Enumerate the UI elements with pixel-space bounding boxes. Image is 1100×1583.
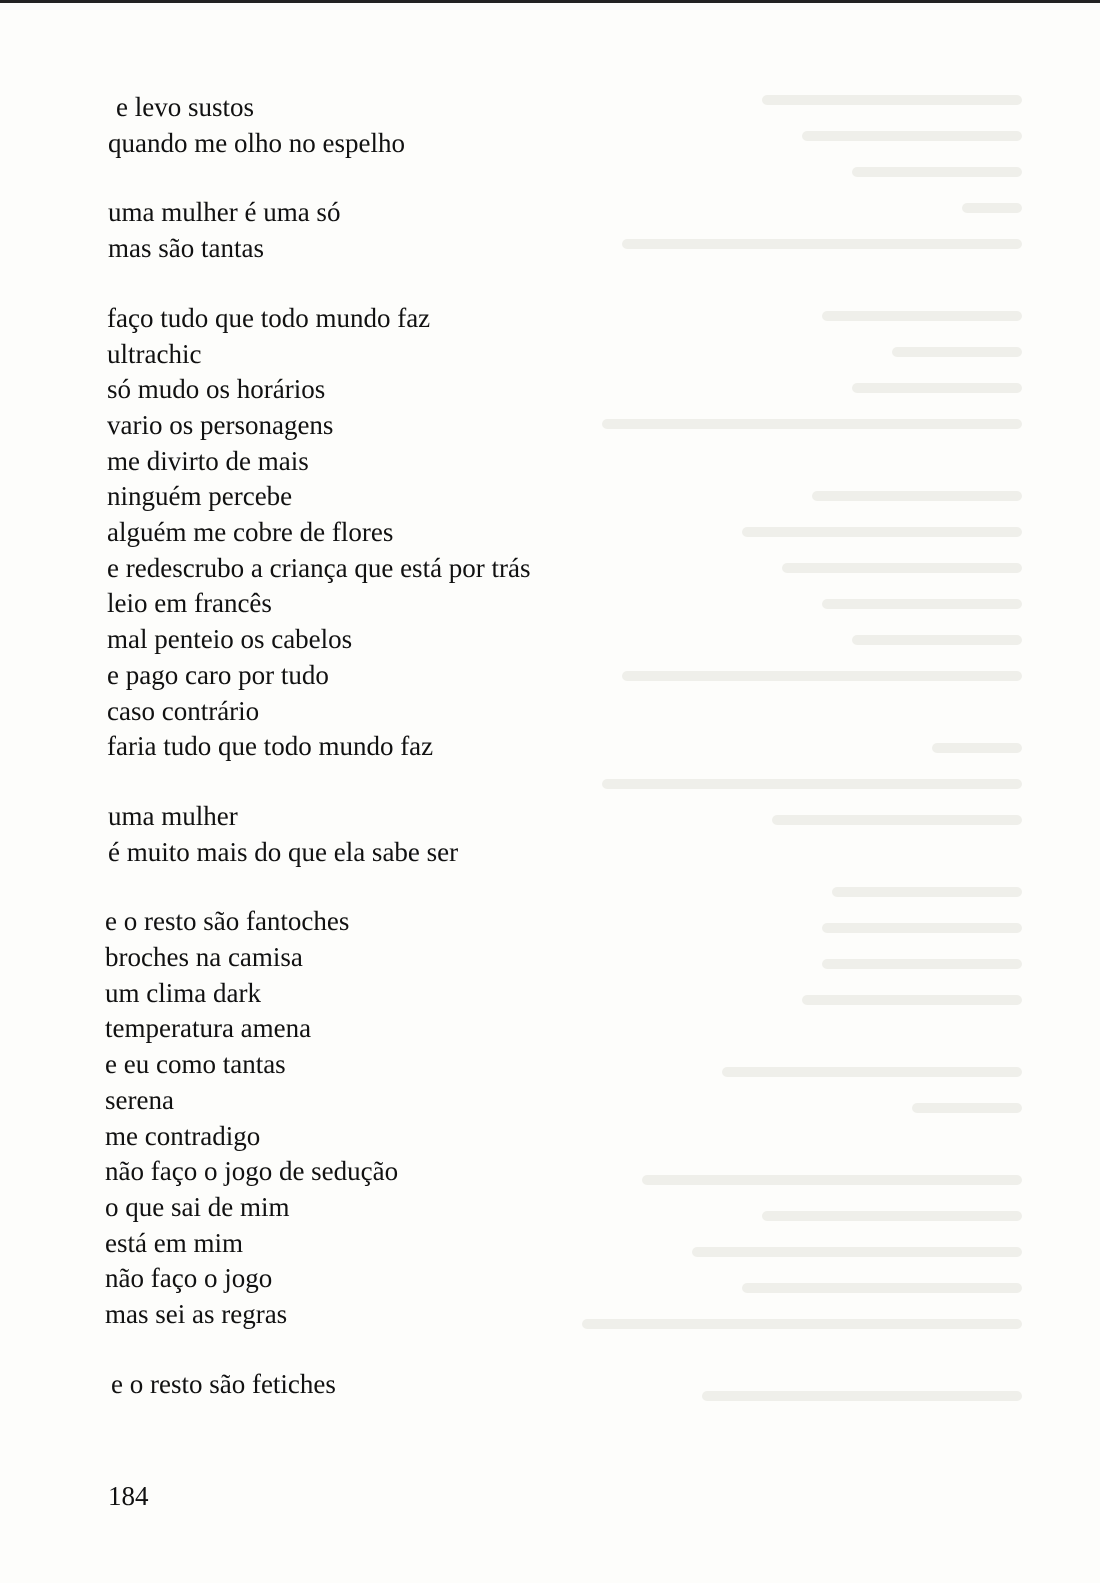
poem-line: mas são tantas xyxy=(108,233,264,264)
stanza xyxy=(108,799,728,870)
poem-line: e levo sustos xyxy=(116,92,254,122)
poem-line: broches na camisa xyxy=(105,942,303,973)
poem-line: está em mim xyxy=(105,1227,243,1258)
poem-line: alguém me cobre de flores xyxy=(107,517,394,548)
top-edge-shadow xyxy=(0,0,1100,3)
poem-line: leio em francês xyxy=(107,588,272,619)
poem-line: só mudo os horários xyxy=(107,374,326,405)
page-number: 184 xyxy=(108,1481,149,1511)
poem-line: o que sai de mim xyxy=(105,1191,290,1222)
poem-line: mas sei as regras xyxy=(105,1299,288,1330)
poem-line: e redescrubo a criança que está por trás xyxy=(107,552,531,583)
poem-line: um clima dark xyxy=(105,977,261,1008)
poem-line: uma mulher xyxy=(108,800,238,831)
poem-line: não faço o jogo de sedução xyxy=(105,1156,399,1187)
poem-line: não faço o jogo xyxy=(105,1263,273,1294)
poem-line: mal penteio os cabelos xyxy=(107,624,353,655)
poem-line: vario os personagens xyxy=(107,409,334,440)
poem-line: temperatura amena xyxy=(105,1013,312,1044)
poem-line: me contradigo xyxy=(105,1120,261,1151)
stanza xyxy=(108,195,728,266)
poem-line: é muito mais do que ela sabe ser xyxy=(108,836,459,867)
poem-line: uma mulher é uma só xyxy=(108,197,341,228)
poem-line: quando me olho no espelho xyxy=(108,127,405,158)
poem-line: serena xyxy=(105,1084,174,1115)
stanza xyxy=(107,301,728,765)
poem-line: ninguém percebe xyxy=(107,481,293,512)
poem-line: me divirto de mais xyxy=(107,445,309,476)
poem-line: e o resto são fantoches xyxy=(105,906,350,937)
poem-line: e pago caro por tudo xyxy=(107,659,329,690)
poem-line: e o resto são fetiches xyxy=(111,1368,336,1399)
poem-line: faço tudo que todo mundo faz xyxy=(107,302,431,333)
poem-line: e eu como tantas xyxy=(105,1049,286,1080)
stanza xyxy=(105,904,728,1332)
stanza xyxy=(111,1367,728,1403)
stanza xyxy=(108,90,728,161)
poem-line: caso contrário xyxy=(107,695,260,726)
poem-line: faria tudo que todo mundo faz xyxy=(107,731,434,762)
poem-body xyxy=(105,90,728,1437)
poem-line: ultrachic xyxy=(107,338,202,369)
